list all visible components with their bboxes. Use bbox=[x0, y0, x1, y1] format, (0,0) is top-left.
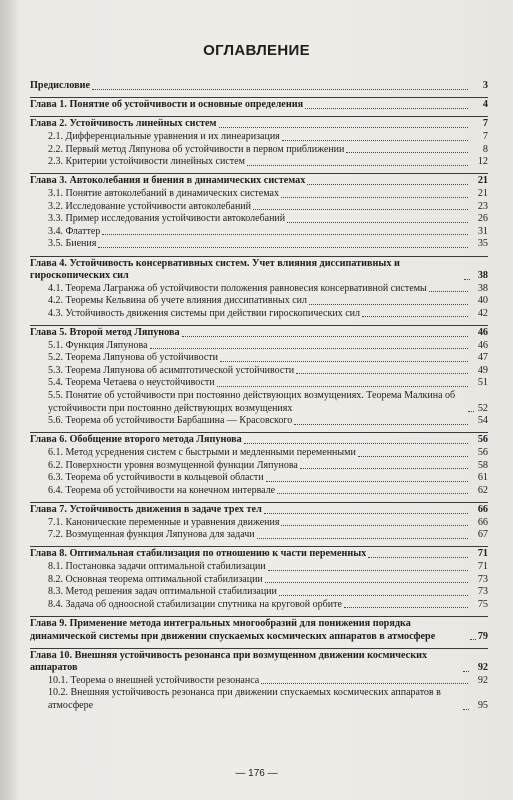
toc-entry-title: 2.3. Критерии устойчивости линейных систем bbox=[48, 156, 245, 168]
toc-page-number: 75 bbox=[477, 598, 488, 610]
toc-entry-title: 10.1. Теорема о внешней устойчивости резонанса bbox=[48, 674, 260, 686]
dot-leader bbox=[368, 557, 468, 558]
toc-chapter-entry[interactable] bbox=[30, 616, 488, 643]
dot-leader bbox=[150, 348, 468, 349]
toc-section-entry[interactable] bbox=[30, 447, 488, 460]
toc-page-number: 49 bbox=[477, 364, 488, 376]
dot-leader bbox=[220, 361, 468, 362]
toc-page-number: 12 bbox=[477, 156, 488, 168]
toc-entry-title: 3.4. Флаттер bbox=[48, 225, 101, 237]
toc-section-entry[interactable] bbox=[30, 283, 488, 296]
toc-entry-title: 7.2. Возмущенная функция Ляпунова для задачи bbox=[48, 529, 255, 541]
toc-section-entry[interactable] bbox=[30, 295, 488, 308]
toc-page-number: 56 bbox=[477, 447, 488, 458]
dot-leader bbox=[268, 570, 468, 571]
toc-page-number: 62 bbox=[477, 484, 488, 496]
toc-entry-title: 8.2. Основная теорема оптимальной стабилизации bbox=[48, 573, 263, 585]
toc-chapter-entry[interactable] bbox=[30, 97, 488, 112]
dot-leader bbox=[296, 373, 468, 374]
dot-leader bbox=[282, 140, 468, 141]
toc-page-number: 47 bbox=[477, 352, 488, 364]
toc-entry-title: Глава 9. Применение метода интегральных многообразий для понижения порядка динамической системы при движении спускаемых космических аппаратов в атмосфере bbox=[30, 617, 436, 642]
dot-leader bbox=[264, 513, 468, 514]
dot-leader bbox=[279, 595, 468, 596]
dot-leader bbox=[463, 709, 469, 710]
toc-page-number: 46 bbox=[477, 327, 488, 339]
toc-page-number: 79 bbox=[477, 630, 488, 642]
dot-leader bbox=[281, 197, 468, 198]
dot-leader bbox=[463, 671, 469, 672]
toc-section-entry[interactable] bbox=[30, 472, 488, 485]
dot-leader bbox=[294, 424, 468, 425]
dot-leader bbox=[261, 683, 468, 684]
toc-entry-title: 3.5. Биения bbox=[48, 238, 97, 250]
toc-entry-title: 2.2. Первый метод Ляпунова об устойчивости в первом приближении bbox=[48, 143, 345, 155]
dot-leader bbox=[265, 582, 468, 583]
page-title: ОГЛАВЛЕНИЕ bbox=[203, 42, 310, 59]
toc-entry-title: 4.2. Теоремы Кельвина об учете влияния диссипативных сил bbox=[48, 295, 307, 307]
toc-entry-title: Глава 8. Оптимальная стабилизация по отношению к части переменных bbox=[30, 548, 367, 560]
toc-section-entry[interactable] bbox=[30, 460, 488, 473]
toc-section-entry[interactable] bbox=[30, 415, 488, 428]
toc-page-number: 61 bbox=[477, 472, 488, 484]
toc-entry-title: Глава 5. Второй метод Ляпунова bbox=[30, 327, 180, 339]
dot-leader bbox=[182, 336, 468, 337]
toc-section-entry[interactable] bbox=[30, 485, 488, 498]
toc-page-number: 7 bbox=[482, 130, 488, 142]
toc-page-number: 31 bbox=[477, 225, 488, 237]
dot-leader bbox=[219, 127, 469, 128]
toc-section-entry[interactable] bbox=[30, 226, 488, 239]
dot-leader bbox=[98, 247, 468, 248]
toc-page-number: 52 bbox=[477, 402, 488, 414]
toc-page-number: 92 bbox=[477, 662, 488, 674]
toc-entry-title: 5.3. Теорема Ляпунова об асимптотической устойчивости bbox=[48, 364, 295, 376]
toc-entry-title: 4.1. Теорема Лагранжа об устойчивости положения равновесия консервативной системы bbox=[48, 282, 427, 294]
toc-entry-title: Глава 3. Автоколебания и биения в динамических системах bbox=[30, 175, 306, 187]
toc-entry-title: Глава 7. Устойчивость движения в задаче трех тел bbox=[30, 503, 262, 515]
toc-page-number: 21 bbox=[477, 175, 488, 187]
toc-page-number: 8 bbox=[482, 143, 488, 155]
toc-chapter-entry[interactable] bbox=[30, 80, 488, 93]
toc-page-number: 21 bbox=[477, 187, 488, 199]
toc-page-number: 3 bbox=[482, 80, 488, 91]
dot-leader bbox=[344, 607, 468, 608]
toc-section-entry[interactable] bbox=[30, 529, 488, 542]
toc-page-number: 66 bbox=[477, 503, 488, 515]
dot-leader bbox=[244, 443, 468, 444]
dot-leader bbox=[429, 291, 468, 292]
toc-chapter-entry[interactable] bbox=[30, 116, 488, 131]
toc-entry-title: 5.2. Теорема Ляпунова об устойчивости bbox=[48, 352, 218, 364]
page-number: — 176 — bbox=[235, 768, 278, 779]
toc-entry-title: 6.4. Теорема об устойчивости на конечном интервале bbox=[48, 484, 276, 496]
toc-chapter-entry[interactable] bbox=[30, 648, 488, 675]
toc-page-number: 54 bbox=[477, 415, 488, 427]
toc-page-number: 40 bbox=[477, 295, 488, 307]
toc-entry-title: 8.1. Постановка задачи оптимальной стабилизации bbox=[48, 560, 266, 572]
dot-leader bbox=[468, 411, 474, 412]
dot-leader bbox=[217, 386, 468, 387]
dot-leader bbox=[358, 456, 468, 457]
toc-page-number: 42 bbox=[477, 307, 488, 319]
toc-page-number: 38 bbox=[477, 270, 488, 282]
toc-page-number: 35 bbox=[477, 238, 488, 250]
toc-page-number: 23 bbox=[477, 200, 488, 212]
dot-leader bbox=[305, 108, 468, 109]
toc-section-entry[interactable] bbox=[30, 144, 488, 157]
toc-section-entry[interactable] bbox=[30, 238, 488, 251]
toc-page-number: 46 bbox=[477, 339, 488, 351]
toc-page-number: 4 bbox=[482, 99, 488, 111]
toc-section-entry[interactable] bbox=[30, 390, 488, 415]
dot-leader bbox=[277, 493, 468, 494]
toc-chapter-entry[interactable] bbox=[30, 432, 488, 447]
toc-entry-title: 5.5. Понятие об устойчивости при постоянно действующих возмущениях. Теорема Малкина об устойчивости при постоянно действующих возмущениях bbox=[48, 390, 456, 414]
dot-leader bbox=[287, 222, 468, 223]
toc-entry-title: 6.1. Метод усреднения систем с быстрыми и медленными переменными bbox=[48, 447, 356, 458]
toc-entry-title: 2.1. Дифференциальные уравнения и их линеаризация bbox=[48, 130, 280, 142]
toc-page-number: 73 bbox=[477, 573, 488, 585]
toc-page-number: 26 bbox=[477, 213, 488, 225]
toc-entry-title: 6.2. Поверхности уровня возмущенной функции Ляпунова bbox=[48, 459, 298, 471]
toc-section-entry[interactable] bbox=[30, 201, 488, 214]
toc-page-number: 71 bbox=[477, 560, 488, 572]
table-of-contents bbox=[30, 80, 488, 713]
toc-entry-title: Глава 4. Устойчивость консервативных систем. Учет влияния диссипативных и гироскопических сил bbox=[30, 257, 400, 282]
toc-entry-title: Глава 6. Обобщение второго метода Ляпунова bbox=[30, 434, 242, 446]
toc-entry-title: 5.4. Теорема Четаева о неустойчивости bbox=[48, 377, 215, 389]
toc-entry-title: 3.1. Понятие автоколебаний в динамических системах bbox=[48, 187, 279, 199]
toc-entry-title: 8.4. Задача об одноосной стабилизации спутника на круговой орбите bbox=[48, 598, 342, 610]
toc-page-number: 66 bbox=[477, 516, 488, 528]
toc-entry-title: 8.3. Метод решения задач оптимальной стабилизации bbox=[48, 586, 277, 598]
dot-leader bbox=[362, 316, 468, 317]
toc-page-number: 51 bbox=[477, 377, 488, 389]
toc-section-entry[interactable] bbox=[30, 377, 488, 390]
toc-entry-title: 7.1. Канонические переменные и уравнения движения bbox=[48, 516, 280, 528]
toc-section-entry[interactable] bbox=[30, 340, 488, 353]
toc-section-entry[interactable] bbox=[30, 517, 488, 530]
toc-chapter-entry[interactable] bbox=[30, 502, 488, 517]
dot-leader bbox=[464, 279, 470, 280]
toc-section-entry[interactable] bbox=[30, 188, 488, 201]
toc-entry-title: 10.2. Внешняя устойчивость резонанса при движении спускаемых космических аппаратов в атмосфере bbox=[48, 687, 441, 712]
toc-chapter-entry[interactable] bbox=[30, 256, 488, 283]
page-gutter-shadow bbox=[0, 0, 20, 800]
toc-section-entry[interactable] bbox=[30, 131, 488, 144]
toc-section-entry[interactable] bbox=[30, 156, 488, 169]
toc-page-number: 56 bbox=[477, 434, 488, 446]
dot-leader bbox=[300, 468, 468, 469]
toc-section-entry[interactable] bbox=[30, 574, 488, 587]
toc-entry-title: Глава 2. Устойчивость линейных систем bbox=[30, 118, 217, 130]
toc-entry-title: Глава 10. Внешняя устойчивость резонанса при возмущенном движении космических аппаратов bbox=[30, 649, 428, 674]
dot-leader bbox=[266, 481, 468, 482]
dot-leader bbox=[247, 165, 468, 166]
toc-section-entry[interactable] bbox=[30, 687, 488, 712]
toc-page-number: 73 bbox=[477, 586, 488, 598]
toc-entry-title: 3.2. Исследование устойчивости автоколебаний bbox=[48, 200, 252, 212]
toc-page-number: 58 bbox=[477, 459, 488, 471]
toc-page-number: 92 bbox=[477, 674, 488, 686]
toc-chapter-entry[interactable] bbox=[30, 173, 488, 188]
dot-leader bbox=[102, 234, 468, 235]
toc-page-number: 7 bbox=[482, 118, 488, 130]
dot-leader bbox=[307, 184, 468, 185]
toc-page-number: 71 bbox=[477, 548, 488, 560]
dot-leader bbox=[309, 304, 468, 305]
toc-entry-title: 4.3. Устойчивость движения системы при действии гироскопических сил bbox=[48, 307, 360, 319]
dot-leader bbox=[281, 525, 468, 526]
toc-entry-title: 5.6. Теорема об устойчивости Барбашина — Красовского bbox=[48, 415, 293, 427]
toc-section-entry[interactable] bbox=[30, 213, 488, 226]
toc-section-entry[interactable] bbox=[30, 561, 488, 574]
dot-leader bbox=[346, 152, 468, 153]
toc-section-entry[interactable] bbox=[30, 586, 488, 599]
toc-page-number: 67 bbox=[477, 529, 488, 541]
toc-page-number: 38 bbox=[477, 282, 488, 294]
toc-entry-title: 5.1. Функция Ляпунова bbox=[48, 339, 148, 351]
toc-page-number: 95 bbox=[477, 700, 488, 712]
toc-entry-title: 3.3. Пример исследования устойчивости автоколебаний bbox=[48, 213, 286, 225]
toc-section-entry[interactable] bbox=[30, 675, 488, 688]
dot-leader bbox=[253, 209, 468, 210]
toc-section-entry[interactable] bbox=[30, 308, 488, 321]
toc-entry-title: Предисловие bbox=[30, 80, 90, 91]
dot-leader bbox=[470, 639, 476, 640]
toc-section-entry[interactable] bbox=[30, 599, 488, 612]
dot-leader bbox=[257, 538, 468, 539]
toc-entry-title: Глава 1. Понятие об устойчивости и основные определения bbox=[30, 99, 304, 111]
toc-chapter-entry[interactable] bbox=[30, 546, 488, 561]
toc-section-entry[interactable] bbox=[30, 352, 488, 365]
toc-entry-title: 6.3. Теорема об устойчивости в кольцевой области bbox=[48, 472, 264, 484]
dot-leader bbox=[92, 89, 468, 90]
toc-chapter-entry[interactable] bbox=[30, 325, 488, 340]
toc-section-entry[interactable] bbox=[30, 365, 488, 378]
